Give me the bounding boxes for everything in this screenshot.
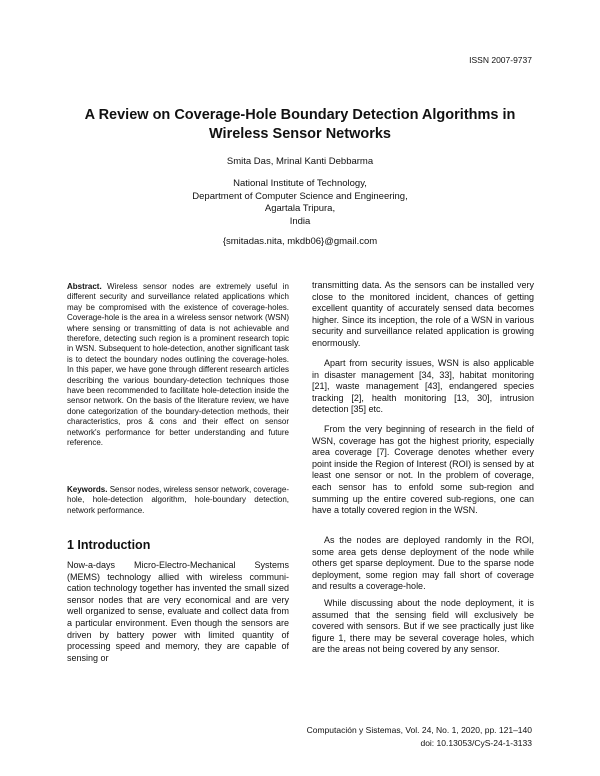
- affiliation-line-3: Agartala Tripura,: [264, 203, 336, 214]
- paper-title: [60, 106, 540, 144]
- issn-number: ISSN 2007-9737: [469, 55, 532, 65]
- doi: doi: 10.13053/CyS-24-1-3133: [420, 738, 532, 748]
- right-paragraph-1: [312, 280, 534, 350]
- title-line-2: Wireless Sensor Networks: [208, 126, 391, 142]
- right-paragraph-3: [312, 424, 534, 517]
- affiliation-line-4: India: [289, 215, 311, 227]
- intro-paragraph-1: [67, 560, 289, 664]
- right-paragraph-5: [312, 598, 534, 656]
- abstract-text: Wireless sensor nodes are extremely useful in different security and surveillance related applications which may be compromised with the existence of coverage-holes. Coverage-hole is the area in a wireless sensor network (WSN) where sensing or transmitting of data is not achievable and therefore, detecting such region is a prominent research topic in WSN. Subsequent to hole-detection, another significant task is to detect the boundary nodes outlining the coverage-holes. In this paper, we have gone through different research articles describing the various boundary-detection techniques those have been recommended to facilitate hole-detection inside the sensor network. On the basis of the literature review, we have done categorization of the boundary-detection methods, their characteristics, pros & cons and their effect on sensor network's performance for better understanding and future reference.: [67, 282, 289, 448]
- title-line-1: A Review on Coverage-Hole Boundary Detection Algorithms in: [84, 107, 516, 123]
- affiliation-line-2: Department of Computer Science and Engineering,: [192, 190, 408, 202]
- abstract: [67, 282, 289, 449]
- section-heading-introduction: 1 Introduction: [67, 538, 151, 552]
- right-paragraph-5-text: While discussing about the node deployment, it is assumed that the sensing field will exclusively be covered with sensors. But if we see practically just like figure 1, there may be several coverage holes, which are the areas not being covered by any sensor.: [312, 598, 534, 655]
- page-footer: [307, 724, 532, 750]
- authors: Smita Das, Mrinal Kanti Debbarma: [226, 156, 374, 167]
- right-paragraph-1-text: transmitting data. As the sensors can be installed very close to the monitored incident, chances of getting excellent quantity of accurately sensed data becomes higher. Since its inception, the role of a WSN in various security and surveillance related application is growing enormously.: [312, 280, 534, 348]
- author-email: {smitadas.nita, mkdb06}@gmail.com: [222, 236, 378, 247]
- right-paragraph-2-text: Apart from security issues, WSN is also applicable in disaster management [34, 33], habitat monitoring [21], waste management [43], endangered species tracking [2], health monitoring [13, 30], intrusion detection [35] etc.: [312, 358, 534, 415]
- keywords-text: Sensor nodes, wireless sensor network, coverage-hole, hole-detection algorithm, hole-boundary detection, network performance.: [67, 485, 289, 515]
- abstract-label: Abstract.: [67, 282, 102, 291]
- right-paragraph-2: [312, 358, 534, 416]
- right-paragraph-4: [312, 535, 534, 593]
- right-paragraph-4-text: As the nodes are deployed randomly in the ROI, some area gets dense deployment of the node while others get sparse deployment. Due to the sparse node deployment, some region may fall short of coverage and results a coverage-hole.: [312, 535, 534, 592]
- right-paragraph-3-text: From the very beginning of research in the field of WSN, coverage has got the highest priority, especially area coverage [7]. Coverage denotes whether every point inside the Region of Interest (ROI) is sensed by at least one sensor or not. In the problem of coverage, each sensor has to enfold some sub-region and summing up the entire covered sub-regions, one can have a totally covered region in the WSN.: [312, 424, 534, 516]
- keywords-label: Keywords.: [67, 485, 108, 494]
- journal-citation: Computación y Sistemas, Vol. 24, No. 1, 2020, pp. 121–140: [306, 725, 532, 735]
- keywords: [67, 485, 289, 516]
- affiliation: [0, 178, 600, 228]
- intro-paragraph-1-text: Now-a-days Micro-Electro-Mechanical Systems (MEMS) technology allied with wireless communi-cation technology together has invented the small sized sensor nodes that are very economical and are very well organized to sense, evaluate and collect data from a particular environment. Even though the sensors are driven by battery power with limited quantity of processing speed and memory, they are capable of sensing or: [67, 560, 289, 663]
- affiliation-line-1: National Institute of Technology,: [233, 178, 367, 189]
